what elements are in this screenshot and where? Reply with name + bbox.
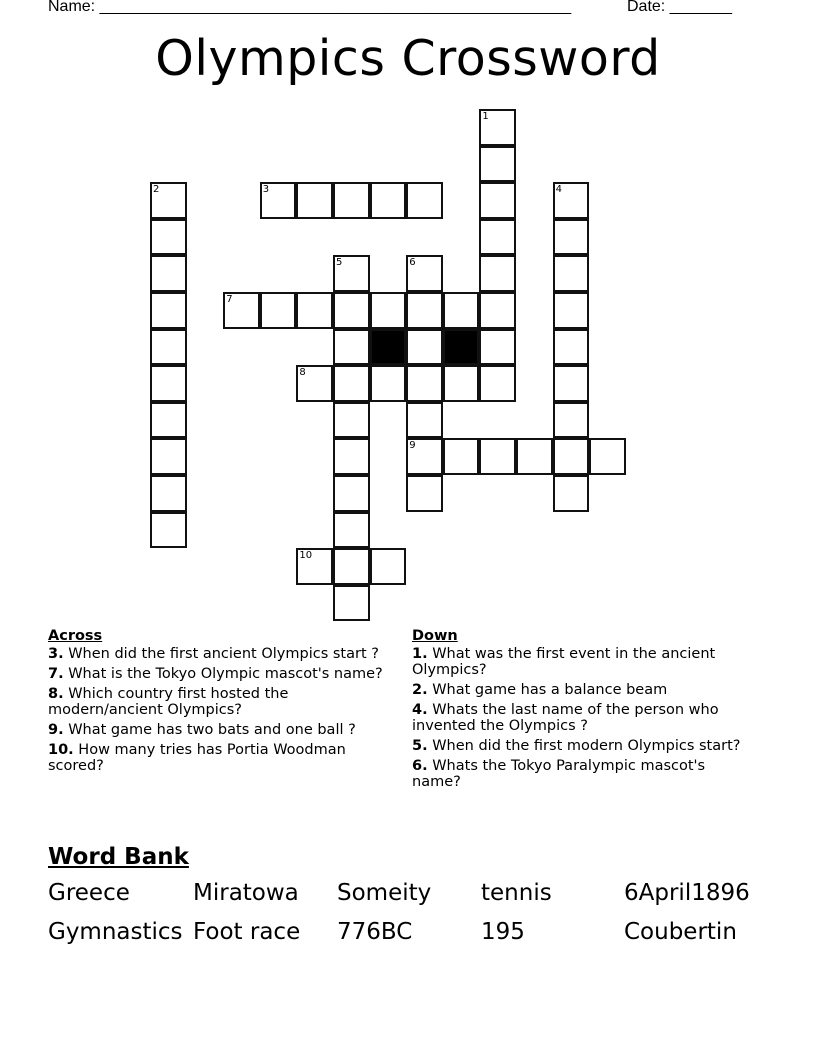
grid-cell[interactable] — [406, 255, 443, 292]
clue-across-8: 8. Which country first hosted the modern/ancient Olympics? — [48, 686, 289, 718]
grid-cell[interactable] — [260, 182, 297, 219]
clue-down-1: 1. What was the first event in the ancient Olympics? — [412, 646, 716, 678]
grid-cell[interactable] — [406, 182, 443, 219]
grid-cell[interactable] — [150, 329, 187, 366]
grid-cell[interactable] — [479, 329, 516, 366]
clue-down-4: 4. Whats the last name of the person who invented the Olympics ? — [412, 702, 719, 734]
date-field-label: Date: _______ — [627, 0, 732, 15]
grid-cell[interactable] — [260, 292, 297, 329]
grid-cell[interactable] — [406, 438, 443, 475]
name-field-label: Name: _____________________________________________________ — [48, 0, 572, 15]
grid-cell[interactable] — [333, 475, 370, 512]
grid-cell[interactable] — [333, 182, 370, 219]
grid-cell[interactable] — [553, 438, 590, 475]
crossword-grid — [151, 110, 631, 625]
word-bank-item: Gymnastics — [48, 919, 183, 945]
grid-cell[interactable] — [553, 255, 590, 292]
grid-cell[interactable] — [406, 475, 443, 512]
clue-number: 6 — [409, 257, 416, 269]
grid-cell[interactable] — [406, 292, 443, 329]
down-clues — [412, 628, 757, 794]
word-bank-item: 6April1896 — [624, 880, 750, 906]
grid-cell[interactable] — [516, 438, 553, 475]
grid-cell[interactable] — [296, 182, 333, 219]
across-clues — [48, 628, 393, 778]
grid-cell[interactable] — [333, 255, 370, 292]
clue-number: 3 — [262, 184, 270, 196]
word-bank-title: Word Bank — [48, 844, 189, 870]
word-bank-item: 776BC — [337, 919, 413, 945]
grid-cell[interactable] — [370, 292, 407, 329]
grid-cell[interactable] — [553, 402, 590, 439]
grid-cell[interactable] — [370, 365, 407, 402]
clue-number: 5 — [336, 257, 343, 269]
grid-cell[interactable] — [150, 512, 187, 549]
clue-number: 10 — [299, 550, 313, 562]
clue-across-10: 10. How many tries has Portia Woodman scored? — [48, 742, 346, 774]
grid-cell[interactable] — [553, 182, 590, 219]
clue-number: 1 — [482, 111, 489, 122]
grid-cell[interactable] — [333, 402, 370, 439]
clue-number: 2 — [153, 184, 160, 196]
grid-cell[interactable] — [150, 182, 187, 219]
word-bank-item: tennis — [481, 880, 552, 906]
grid-cell[interactable] — [479, 292, 516, 329]
grid-cell[interactable] — [370, 548, 407, 585]
grid-cell[interactable] — [150, 219, 187, 256]
grid-cell[interactable] — [443, 292, 480, 329]
clue-across-7: 7. What is the Tokyo Olympic mascot's name? — [48, 666, 383, 682]
clue-down-5: 5. When did the first modern Olympics start? — [412, 738, 741, 754]
grid-cell[interactable] — [479, 109, 516, 146]
down-heading: Down — [412, 628, 458, 644]
grid-cell[interactable] — [296, 292, 333, 329]
grid-cell[interactable] — [406, 365, 443, 402]
grid-cell[interactable] — [150, 475, 187, 512]
clue-number: 4 — [555, 184, 562, 196]
grid-cell[interactable] — [443, 365, 480, 402]
grid-cell[interactable] — [333, 585, 370, 622]
grid-cell[interactable] — [406, 402, 443, 439]
grid-cell[interactable] — [223, 292, 260, 329]
grid-cell[interactable] — [333, 292, 370, 329]
grid-cell[interactable] — [150, 292, 187, 329]
grid-cell[interactable] — [333, 548, 370, 585]
clue-down-6: 6. Whats the Tokyo Paralympic mascot's name? — [412, 758, 706, 790]
grid-cell[interactable] — [333, 438, 370, 475]
black-cell — [370, 329, 407, 366]
grid-cell[interactable] — [406, 329, 443, 366]
black-cell — [443, 329, 480, 366]
grid-cell[interactable] — [150, 255, 187, 292]
across-heading: Across — [48, 628, 103, 644]
clue-across-3: 3. When did the first ancient Olympics start ? — [48, 646, 379, 662]
grid-cell[interactable] — [589, 438, 626, 475]
clue-number: 7 — [226, 294, 233, 305]
grid-cell[interactable] — [553, 219, 590, 256]
clue-down-2: 2. What game has a balance beam — [412, 682, 668, 698]
grid-cell[interactable] — [296, 548, 333, 585]
grid-cell[interactable] — [370, 182, 407, 219]
word-bank-item: Greece — [48, 880, 130, 906]
word-bank-item: Miratowa — [193, 880, 299, 906]
word-bank-item: Foot race — [193, 919, 301, 945]
grid-cell[interactable] — [443, 438, 480, 475]
grid-cell[interactable] — [333, 365, 370, 402]
grid-cell[interactable] — [333, 512, 370, 549]
grid-cell[interactable] — [479, 182, 516, 219]
clue-across-9: 9. What game has two bats and one ball ? — [48, 722, 356, 738]
grid-cell[interactable] — [553, 329, 590, 366]
grid-cell[interactable] — [479, 219, 516, 256]
grid-cell[interactable] — [150, 402, 187, 439]
grid-cell[interactable] — [479, 365, 516, 402]
clue-number: 9 — [409, 440, 416, 452]
clue-number: 8 — [299, 367, 306, 379]
grid-cell[interactable] — [553, 292, 590, 329]
grid-cell[interactable] — [333, 329, 370, 366]
word-bank-item: Someity — [337, 880, 432, 906]
word-bank-item: 195 — [481, 919, 525, 945]
grid-cell[interactable] — [479, 438, 516, 475]
grid-cell[interactable] — [553, 365, 590, 402]
word-bank-item: Coubertin — [624, 919, 737, 945]
grid-cell[interactable] — [553, 475, 590, 512]
grid-cell[interactable] — [150, 438, 187, 475]
grid-cell[interactable] — [296, 365, 333, 402]
grid-cell[interactable] — [479, 255, 516, 292]
grid-cell[interactable] — [479, 146, 516, 183]
grid-cell[interactable] — [150, 365, 187, 402]
page-title: Olympics Crossword — [155, 30, 661, 87]
